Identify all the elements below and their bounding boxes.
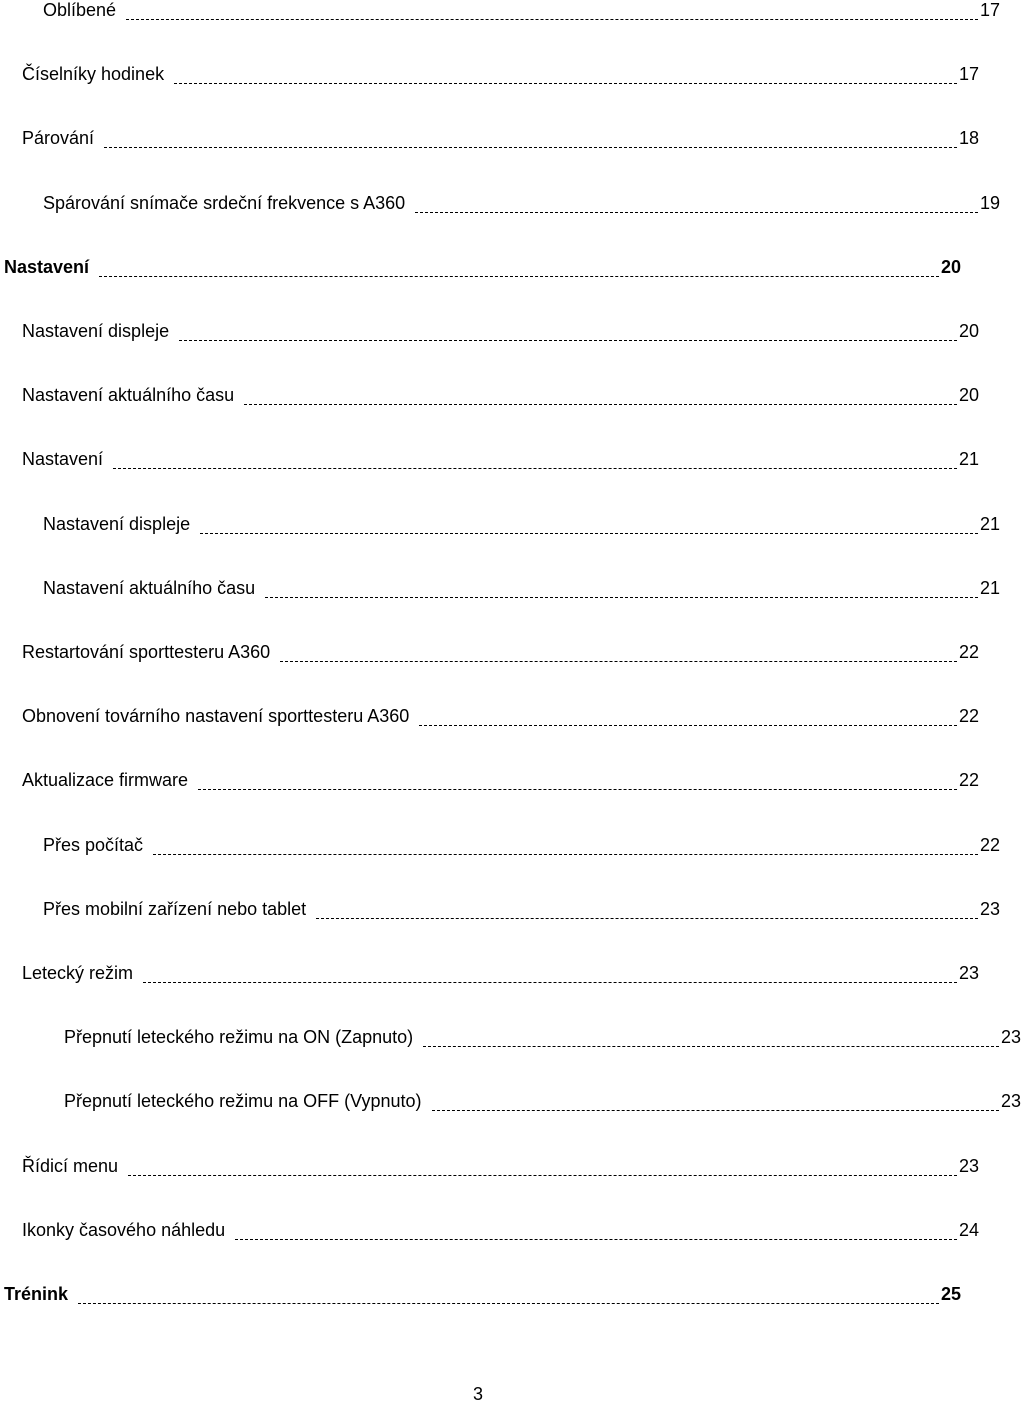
toc-entry[interactable] (0, 700, 979, 726)
toc-entry-page: 23 (958, 1155, 979, 1176)
toc-entry-title: Nastavení displeje (43, 513, 191, 534)
toc-entry-title: Nastavení aktuálního času (22, 385, 235, 406)
toc-entry[interactable] (0, 251, 961, 277)
toc-entry-page: 22 (958, 770, 979, 791)
toc-entry-page: 20 (958, 321, 979, 341)
toc-entry-leader (200, 533, 978, 534)
toc-entry-page: 23 (1000, 1091, 1021, 1112)
toc-entry-page: 18 (958, 128, 979, 149)
toc-entry-page: 17 (979, 0, 1000, 20)
page-number-text: 3 (472, 1384, 483, 1404)
toc-entry-title: Nastavení (22, 449, 104, 470)
toc-entry-title: Nastavení displeje (22, 321, 170, 341)
toc-entry-title: Přes počítač (43, 834, 144, 855)
toc-entry-page: 21 (979, 577, 1000, 598)
toc-entry[interactable] (0, 636, 979, 662)
toc-entry-page: 23 (1000, 1027, 1021, 1048)
toc-entry[interactable] (0, 1278, 961, 1304)
toc-entry-leader (432, 1110, 999, 1111)
toc-entry[interactable] (0, 0, 1000, 20)
toc-entry-page: 22 (958, 642, 979, 662)
toc-entry[interactable] (0, 1021, 1021, 1047)
toc-entry-page: 20 (958, 385, 979, 406)
page-number (0, 1384, 960, 1404)
toc-entry-leader (99, 276, 939, 277)
toc-entry-page: 22 (958, 706, 979, 727)
toc-entry[interactable] (0, 829, 1000, 855)
toc-entry-leader (415, 212, 978, 213)
toc-entry-title: Číselníky hodinek (22, 64, 165, 85)
toc-entry-leader (244, 404, 957, 405)
toc-entry-title: Nastavení (4, 256, 90, 277)
toc-entry[interactable] (0, 957, 979, 983)
toc-entry-leader (179, 340, 957, 341)
toc-entry-page: 20 (940, 256, 961, 277)
toc-entry-leader (235, 1239, 957, 1240)
toc-entry[interactable] (0, 508, 1000, 534)
toc-entry[interactable] (0, 315, 979, 341)
toc-entry[interactable] (0, 1214, 979, 1240)
toc-entry-title: Přepnutí leteckého režimu na OFF (Vypnuto) (64, 1091, 422, 1112)
toc-entry[interactable] (0, 572, 1000, 598)
toc-entry-leader (419, 725, 957, 726)
toc-entry-leader (126, 19, 978, 20)
toc-entry-page: 17 (958, 64, 979, 85)
toc-entry-title: Spárování snímače srdeční frekvence s A360 (43, 192, 406, 213)
toc-entry-page: 23 (958, 963, 979, 983)
toc-entry-title: Řídicí menu (22, 1155, 119, 1176)
toc-entry-title: Letecký režim (22, 963, 134, 983)
toc-entry[interactable] (0, 379, 979, 405)
toc-entry-page: 23 (979, 898, 1000, 919)
toc-entry-page: 21 (958, 449, 979, 470)
toc-entry-title: Obnovení továrního nastavení sporttesteru A360 (22, 706, 410, 727)
toc-entry-title: Přes mobilní zařízení nebo tablet (43, 898, 307, 919)
toc-entry-leader (78, 1303, 939, 1304)
toc-entry[interactable] (0, 58, 979, 84)
toc-entry-page: 24 (958, 1219, 979, 1240)
toc-entry-title: Restartování sporttesteru A360 (22, 642, 271, 662)
toc-entry-title: Párování (22, 128, 95, 149)
toc-entry-leader (143, 982, 957, 983)
toc-entry-leader (280, 661, 957, 662)
toc-entry[interactable] (0, 187, 1000, 213)
toc-entry[interactable] (0, 1085, 1021, 1111)
toc-entry[interactable] (0, 1150, 979, 1176)
toc-entry[interactable] (0, 893, 1000, 919)
toc-entry-leader (265, 597, 978, 598)
toc-entry-leader (113, 468, 957, 469)
toc-entry-leader (316, 918, 978, 919)
toc-entry-leader (153, 854, 978, 855)
toc-entry-title: Nastavení aktuálního času (43, 577, 256, 598)
toc-entry-page: 19 (979, 192, 1000, 213)
toc-entry-leader (423, 1046, 999, 1047)
toc-entry-leader (174, 83, 957, 84)
toc-entry-leader (198, 789, 957, 790)
toc-entry[interactable] (0, 443, 979, 469)
toc-entry-title: Trénink (4, 1284, 69, 1304)
toc-entry-page: 21 (979, 513, 1000, 534)
toc-entry-title: Aktualizace firmware (22, 770, 189, 791)
toc-entry-title: Oblíbené (43, 0, 117, 20)
toc-entry[interactable] (0, 122, 979, 148)
toc-entry[interactable] (0, 764, 979, 790)
toc-entry-page: 25 (940, 1284, 961, 1304)
toc-entry-title: Ikonky časového náhledu (22, 1219, 226, 1240)
toc-entry-leader (128, 1175, 957, 1176)
toc-entry-leader (104, 147, 957, 148)
toc-entry-page: 22 (979, 834, 1000, 855)
toc-entry-title: Přepnutí leteckého režimu na ON (Zapnuto) (64, 1027, 414, 1048)
